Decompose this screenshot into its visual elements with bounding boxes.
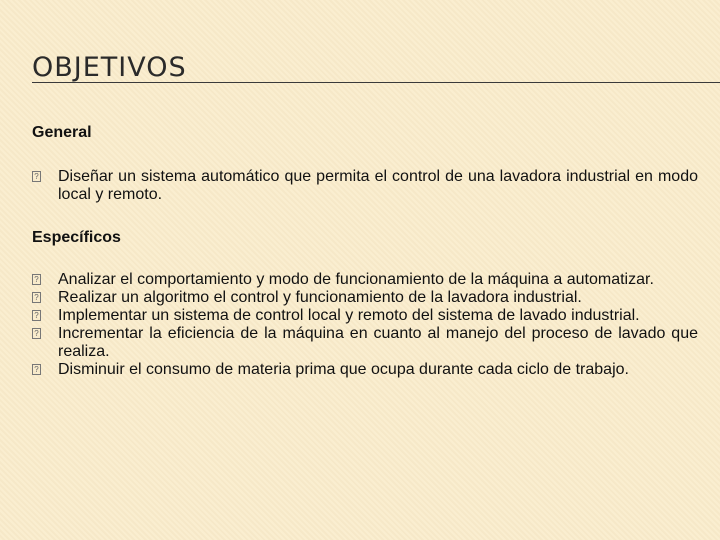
missing-glyph-box-icon: ? xyxy=(32,310,41,321)
list-item xyxy=(32,271,698,289)
missing-glyph-box-icon: ? xyxy=(32,292,41,303)
title-underline xyxy=(32,82,720,83)
general-list xyxy=(32,168,698,204)
list-item xyxy=(32,325,698,361)
missing-glyph-box-icon: ? xyxy=(32,171,41,182)
list-item xyxy=(32,361,698,379)
especificos-list xyxy=(32,271,698,379)
missing-glyph-box-icon: ? xyxy=(32,328,41,339)
missing-glyph-box-icon: ? xyxy=(32,274,41,285)
missing-glyph-box-icon: ? xyxy=(32,364,41,375)
list-item xyxy=(32,168,698,204)
general-heading: General xyxy=(32,124,92,141)
especificos-heading: Específicos xyxy=(32,229,121,246)
list-item xyxy=(32,307,698,325)
list-item-text: Disminuir el consumo de materia prima que ocupa durante cada ciclo de trabajo. xyxy=(58,361,629,378)
list-item-text: Realizar un algoritmo el control y funcionamiento de la lavadora industrial. xyxy=(58,289,582,306)
list-item-text: Implementar un sistema de control local y remoto del sistema de lavado industrial. xyxy=(58,307,640,324)
list-item-text: Analizar el comportamiento y modo de funcionamiento de la máquina a automatizar. xyxy=(58,271,654,288)
list-item-text: Diseñar un sistema automático que permita el control de una lavadora industrial en modo local y remoto. xyxy=(58,168,698,203)
list-item xyxy=(32,289,698,307)
slide-title: OBJETIVOS xyxy=(32,52,187,83)
list-item-text: Incrementar la eficiencia de la máquina en cuanto al manejo del proceso de lavado que realiza. xyxy=(58,325,698,360)
